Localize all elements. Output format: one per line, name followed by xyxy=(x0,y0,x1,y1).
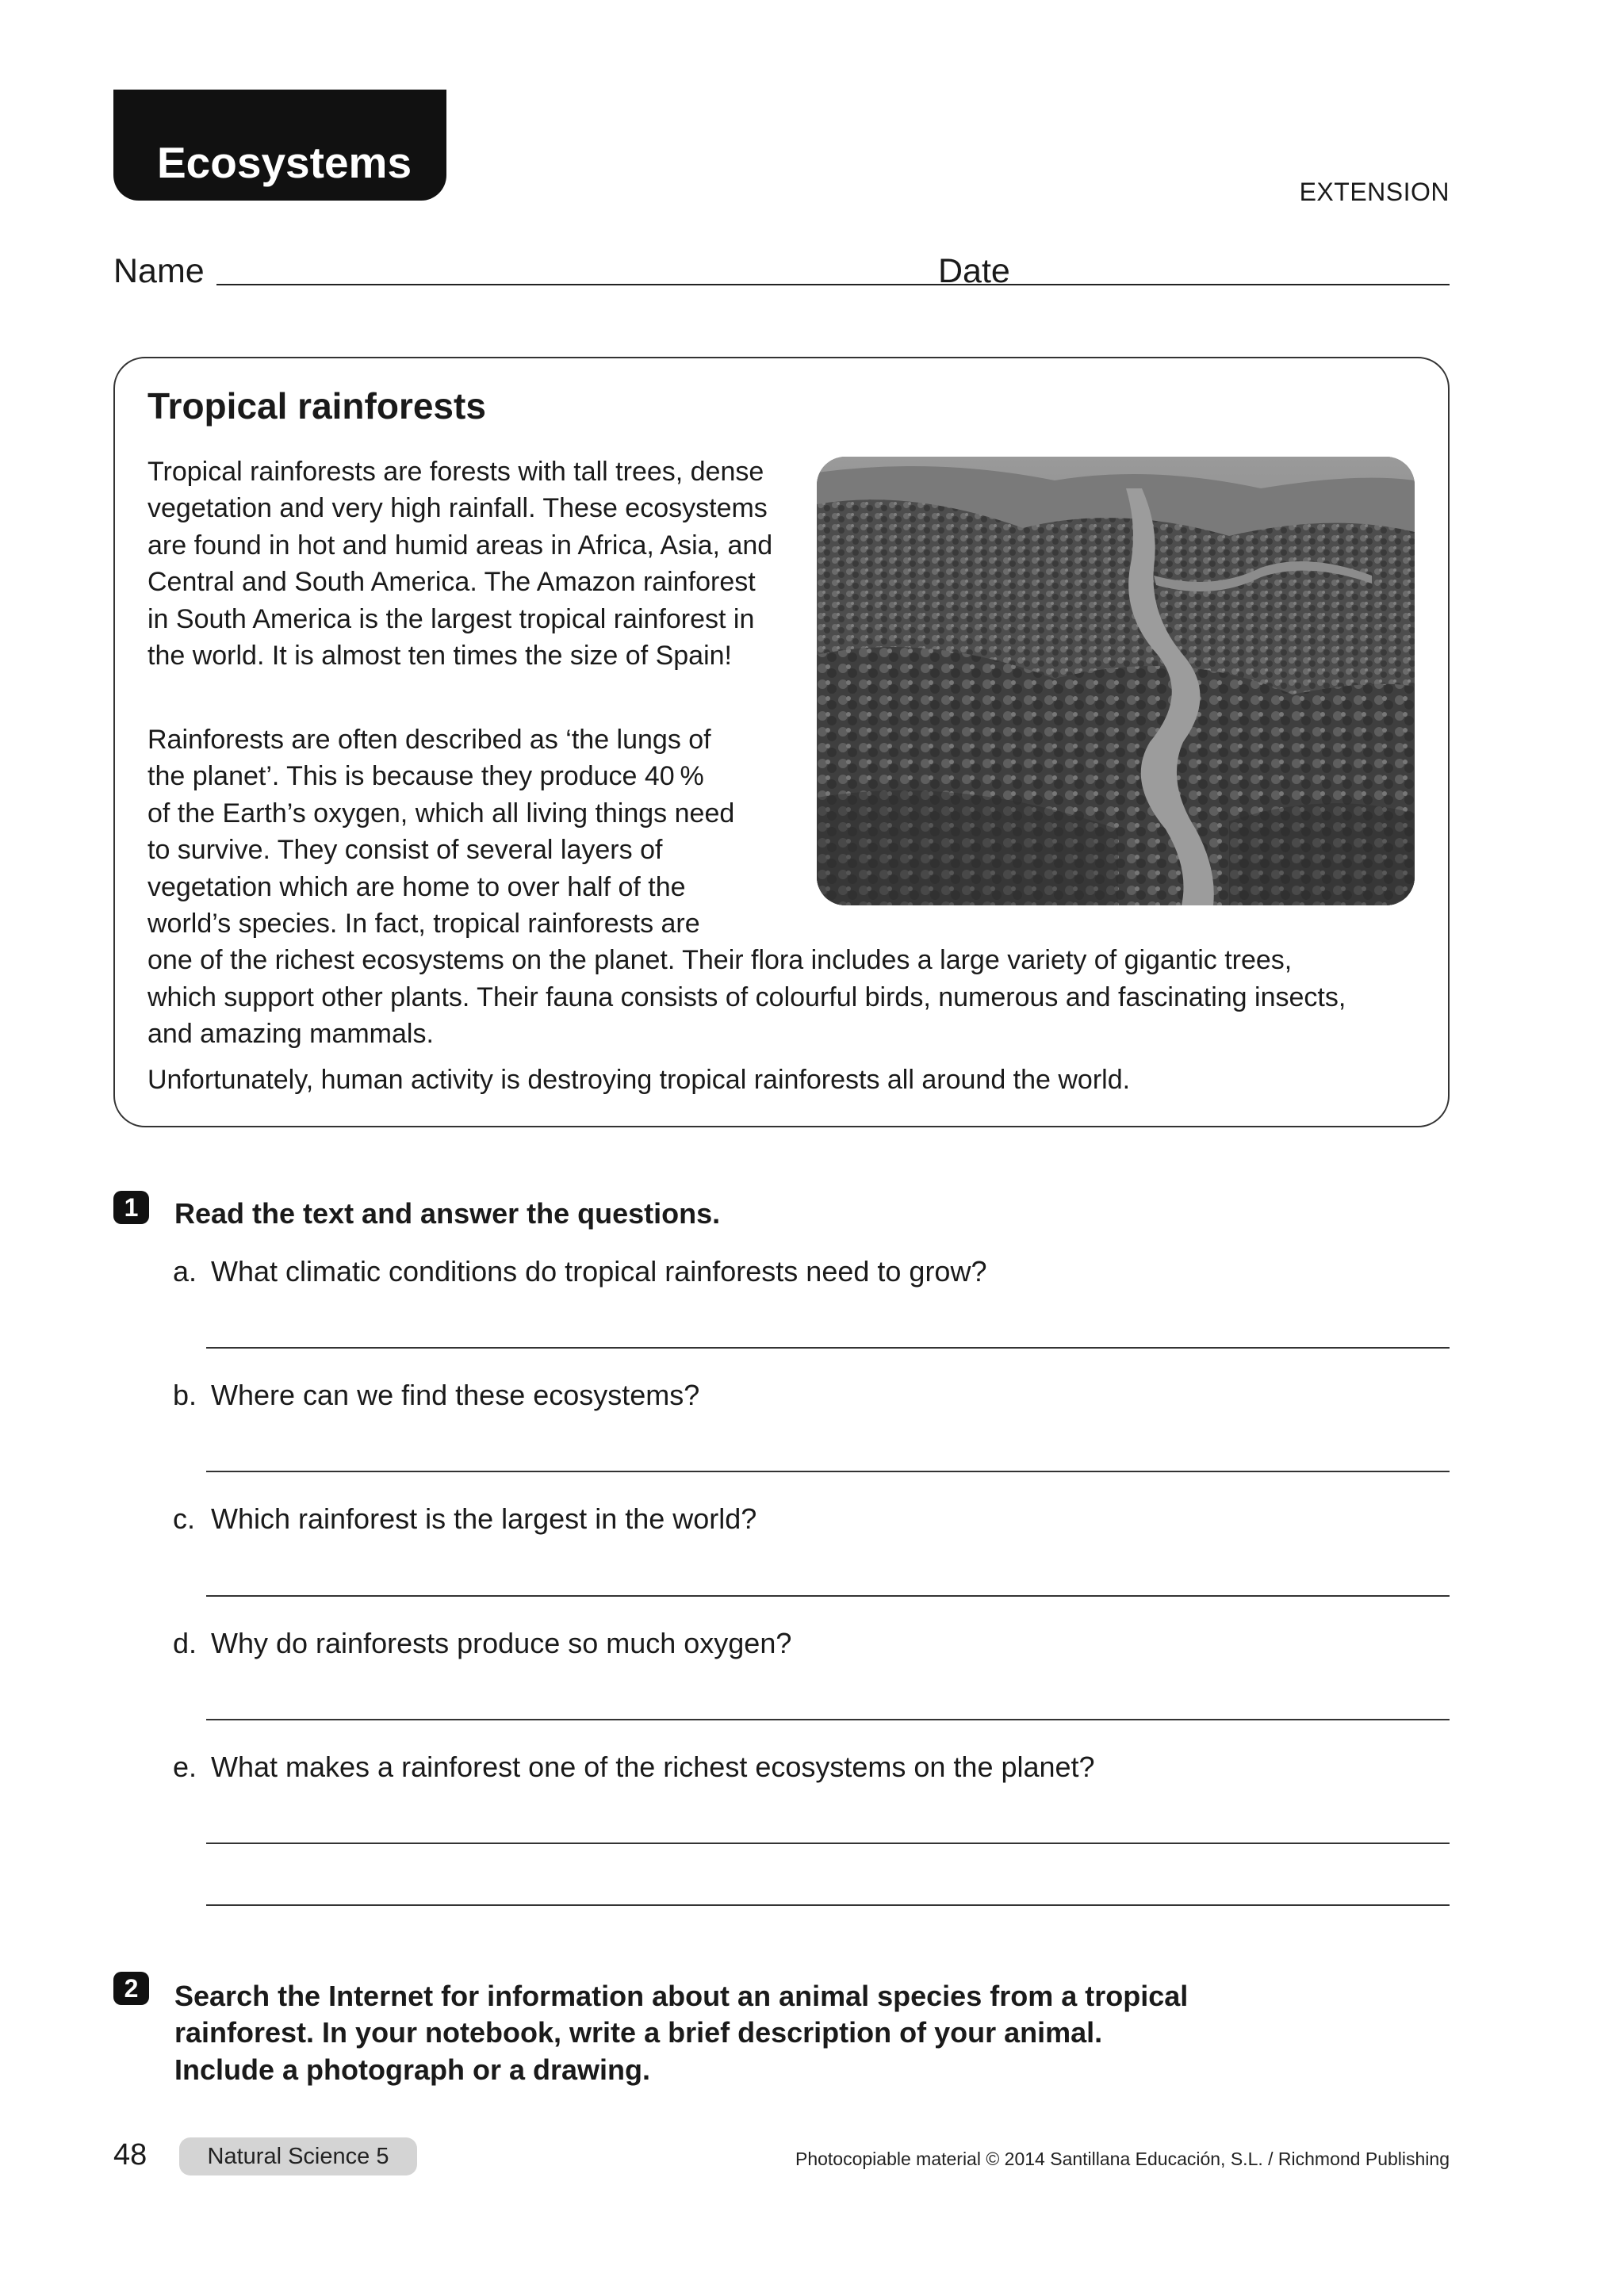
paragraph-2-line: Rainforests are often described as ‘the lungs of xyxy=(147,725,711,755)
instruction-line: rainforest. In your notebook, write a brief description of your animal. xyxy=(174,2016,1103,2049)
question-text: What makes a rainforest one of the richest ecosystems on the planet? xyxy=(211,1751,1095,1783)
question-text: What climatic conditions do tropical rainforests need to grow? xyxy=(211,1255,987,1288)
reading-paragraph-1: Tropical rainforests are forests with tall trees, dense vegetation and very high rainfall. These ecosystems are found in hot and humid areas in Africa, Asia, and Central and South America. The Amazon rainforest in South America is the largest tropical rainforest in the world. It is almost ten times the size of Spain! xyxy=(147,457,773,672)
date-field[interactable] xyxy=(1020,284,1450,285)
answer-line-a[interactable] xyxy=(206,1347,1450,1349)
paragraph-2-line: one of the richest ecosystems on the planet. Their flora includes a large variety of gigantic trees, xyxy=(147,945,1293,976)
paragraph-2-line: vegetation which are home to over half of the xyxy=(147,871,686,902)
question-text: Where can we find these ecosystems? xyxy=(211,1379,700,1411)
question-c xyxy=(173,1502,756,1536)
paragraph-2-line: the planet’. This is because they produce 40 % xyxy=(147,761,704,792)
question-letter: b. xyxy=(173,1379,197,1411)
answer-line-d[interactable] xyxy=(206,1719,1450,1720)
exercise-2-number: 2 xyxy=(113,1972,149,2005)
reading-paragraph-3: Unfortunately, human activity is destroying tropical rainforests all around the world. xyxy=(147,1065,1131,1095)
reading-paragraph-2 xyxy=(147,721,1416,1053)
question-e xyxy=(173,1751,1095,1784)
answer-line-c[interactable] xyxy=(206,1595,1450,1597)
answer-line-e2[interactable] xyxy=(206,1904,1450,1906)
name-label: Name xyxy=(113,252,205,290)
date-label: Date xyxy=(938,252,1010,290)
page-number: 48 xyxy=(113,2138,147,2172)
extension-label: EXTENSION xyxy=(1299,178,1450,206)
paragraph-2-line: of the Earth’s oxygen, which all living things need xyxy=(147,798,735,828)
question-a xyxy=(173,1255,986,1288)
exercise-2-instruction xyxy=(174,1978,1411,2088)
question-text: Why do rainforests produce so much oxygen? xyxy=(211,1627,792,1659)
paragraph-2-line: world’s species. In fact, tropical rainforests are xyxy=(147,909,700,939)
question-letter: c. xyxy=(173,1502,196,1535)
name-field[interactable] xyxy=(216,284,1029,285)
answer-line-b[interactable] xyxy=(206,1471,1450,1472)
worksheet-title: Ecosystems xyxy=(113,90,446,201)
question-letter: a. xyxy=(173,1255,197,1288)
exercise-1-number: 1 xyxy=(113,1191,149,1224)
question-b xyxy=(173,1379,699,1412)
question-d xyxy=(173,1627,791,1660)
book-title-badge: Natural Science 5 xyxy=(179,2137,417,2175)
paragraph-2-line: which support other plants. Their fauna consists of colourful birds, numerous and fascinating insects, xyxy=(147,982,1346,1012)
paragraph-2-line: and amazing mammals. xyxy=(147,1019,434,1050)
exercise-1-instruction: Read the text and answer the questions. xyxy=(174,1197,721,1230)
instruction-line: Search the Internet for information about an animal species from a tropical xyxy=(174,1980,1189,2012)
question-text: Which rainforest is the largest in the world? xyxy=(211,1502,757,1535)
student-info-row xyxy=(113,252,1450,292)
instruction-line: Include a photograph or a drawing. xyxy=(174,2053,651,2086)
reading-title: Tropical rainforests xyxy=(147,385,486,427)
copyright-notice: Photocopiable material © 2014 Santillana Educación, S.L. / Richmond Publishing xyxy=(795,2149,1450,2169)
question-letter: e. xyxy=(173,1751,197,1783)
answer-line-e1[interactable] xyxy=(206,1843,1450,1844)
paragraph-2-line: to survive. They consist of several layers of xyxy=(147,835,663,866)
question-letter: d. xyxy=(173,1627,197,1659)
